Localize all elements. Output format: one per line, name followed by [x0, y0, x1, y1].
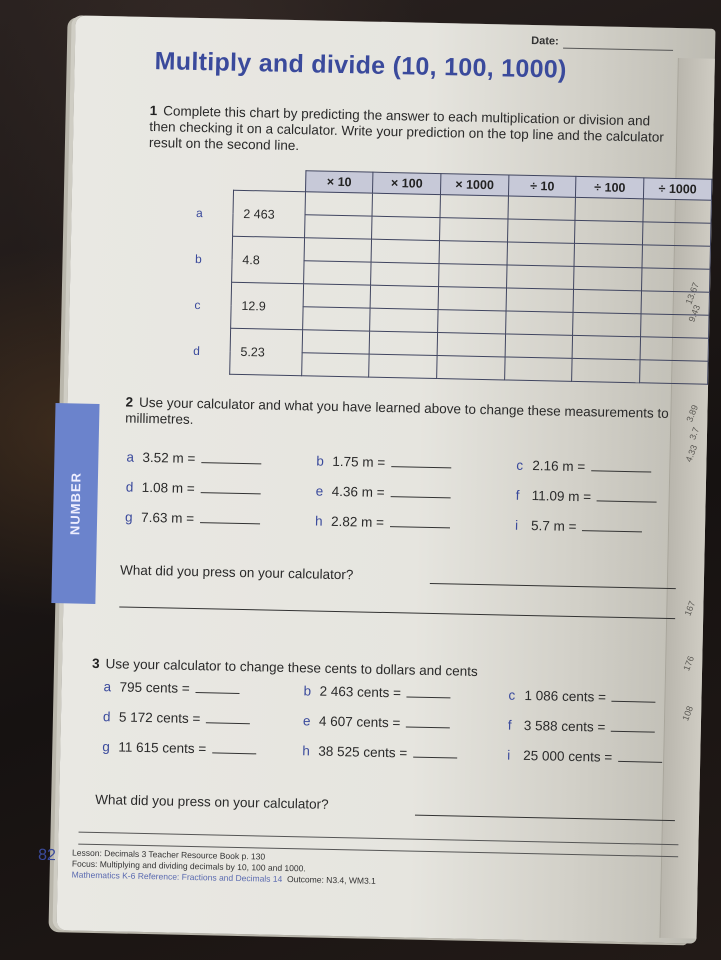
answer-blank[interactable] — [591, 458, 651, 472]
item-expression: 2.82 m = — [330, 513, 385, 530]
calculator-result-cell[interactable] — [372, 216, 440, 240]
row-value: 5.23 — [229, 328, 302, 375]
prediction-cell[interactable] — [642, 245, 710, 269]
item-expression: 25 000 cents = — [523, 747, 613, 765]
item-expression: 5.7 m = — [530, 518, 577, 534]
page-number: 82 — [37, 846, 57, 865]
answer-blank[interactable] — [582, 518, 642, 532]
column-header: × 100 — [373, 172, 441, 194]
blank-header — [233, 169, 305, 192]
question-number: 3 — [91, 655, 100, 672]
column-header: × 10 — [305, 171, 373, 193]
cents-item — [303, 712, 508, 732]
calculator-result-cell[interactable] — [304, 215, 372, 239]
column-header: × 1000 — [440, 174, 508, 196]
calculator-press-answer-line[interactable] — [415, 815, 675, 821]
answer-blank[interactable] — [391, 484, 451, 498]
item-letter: g — [124, 509, 133, 525]
section-tab — [51, 403, 99, 604]
calculator-result-cell[interactable] — [574, 266, 642, 290]
calculator-press-answer-line[interactable] — [430, 583, 676, 589]
prediction-cell[interactable] — [508, 196, 576, 220]
item-letter: d — [125, 479, 134, 495]
calculator-result-cell[interactable] — [506, 265, 574, 289]
answer-blank[interactable] — [413, 745, 457, 759]
margin-note: 3.7 — [687, 425, 702, 442]
calculator-result-cell[interactable] — [641, 314, 709, 338]
cents-item — [508, 717, 698, 737]
margin-note: 3.89 — [684, 403, 701, 424]
item-expression: 2 463 cents = — [319, 683, 402, 701]
calculator-result-cell[interactable] — [507, 219, 575, 243]
calculator-press-question: What did you press on your calculator? — [119, 562, 354, 583]
reference-info: Mathematics K-6 Reference: Fractions and Decimals 14 — [71, 869, 283, 884]
measurement-item — [316, 453, 516, 473]
prediction-cell[interactable] — [572, 335, 640, 359]
prediction-cell[interactable] — [573, 289, 641, 313]
column-header: ÷ 1000 — [643, 178, 711, 200]
item-expression: 3.52 m = — [142, 449, 196, 467]
calculator-result-cell[interactable] — [505, 311, 573, 335]
calculator-result-cell[interactable] — [575, 220, 643, 244]
item-letter: h — [314, 513, 323, 529]
answer-blank[interactable] — [618, 749, 662, 763]
calculator-result-cell[interactable] — [303, 261, 371, 285]
calculator-result-cell[interactable] — [370, 308, 438, 332]
focus-info: Focus: Multiplying and dividing decimals by 10, 100 and 1000. — [71, 858, 306, 874]
outcome-info: Outcome: N3.4, WM3.1 — [286, 874, 376, 886]
page-title: Multiply and divide (10, 100, 1000) — [154, 47, 567, 84]
cents-item — [103, 678, 303, 698]
item-letter: a — [103, 679, 112, 695]
row-value: 12.9 — [230, 282, 303, 329]
item-letter: a — [126, 449, 135, 465]
calculator-result-cell[interactable] — [640, 360, 708, 384]
section-tab-label: NUMBER — [67, 471, 84, 536]
measurement-item — [126, 449, 316, 469]
answer-blank[interactable] — [196, 680, 240, 694]
item-expression: 4 607 cents = — [318, 713, 401, 731]
margin-note: 9.43 — [686, 303, 703, 324]
answer-line[interactable] — [79, 832, 679, 846]
cents-item — [102, 738, 302, 758]
item-expression: 7.63 m = — [140, 509, 195, 526]
cents-item — [103, 708, 303, 728]
calculator-result-cell[interactable] — [301, 353, 369, 377]
prediction-cell[interactable] — [302, 330, 370, 354]
measurement-item — [125, 509, 315, 529]
answer-blank[interactable] — [406, 714, 450, 728]
answer-blank[interactable] — [200, 510, 260, 524]
item-letter: i — [507, 747, 511, 763]
margin-note: 176 — [681, 654, 697, 673]
prediction-cell[interactable] — [574, 243, 642, 267]
item-letter: g — [102, 739, 111, 755]
margin-note: 13.67 — [683, 281, 702, 306]
answer-blank[interactable] — [597, 488, 657, 502]
item-expression: 5 172 cents = — [118, 709, 201, 727]
instruction-text: Use your calculator to change these cents to dollars and cents — [105, 656, 478, 679]
question-number: 2 — [125, 394, 134, 410]
row-value: 2 463 — [232, 190, 305, 237]
prediction-cell[interactable] — [643, 199, 711, 223]
prediction-cell[interactable] — [440, 195, 508, 219]
lesson-info: Lesson: Decimals 3 Teacher Resource Book p. 130 — [72, 847, 266, 862]
item-letter: c — [516, 457, 524, 473]
prediction-cell[interactable] — [507, 242, 575, 266]
margin-note: 4.33 — [684, 443, 700, 464]
cents-item — [508, 687, 698, 707]
calculator-result-cell[interactable] — [572, 358, 640, 382]
calculator-result-cell[interactable] — [302, 307, 370, 331]
item-expression: 4.36 m = — [331, 483, 385, 500]
question-2-instruction — [125, 395, 686, 439]
instruction-text: Complete this chart by predicting the answer to each multiplication or division and then checking it on a calculator. Write your prediction on the top line and the calculator result on the second line. — [148, 103, 664, 154]
cents-item — [303, 682, 508, 702]
measurement-item — [516, 487, 706, 507]
prediction-cell[interactable] — [303, 284, 371, 308]
date-field[interactable] — [563, 48, 673, 51]
answer-blank[interactable] — [206, 710, 250, 724]
calculator-result-cell[interactable] — [573, 312, 641, 336]
prediction-cell[interactable] — [369, 331, 437, 355]
measurement-item — [516, 457, 706, 477]
prediction-cell[interactable] — [371, 239, 439, 263]
column-header: ÷ 100 — [576, 176, 644, 198]
prediction-chart — [163, 167, 712, 384]
calculator-result-cell[interactable] — [371, 262, 439, 286]
item-letter: h — [302, 743, 310, 759]
prediction-cell[interactable] — [506, 288, 574, 312]
item-letter: f — [507, 717, 512, 733]
prediction-cell[interactable] — [372, 193, 440, 217]
calculator-result-cell[interactable] — [504, 357, 572, 381]
item-letter: f — [515, 487, 520, 503]
prediction-cell[interactable] — [640, 337, 708, 361]
calculator-result-cell[interactable] — [642, 268, 710, 292]
answer-blank[interactable] — [201, 480, 261, 494]
item-letter: b — [316, 453, 325, 469]
measurement-item — [315, 513, 515, 533]
item-letter: i — [514, 517, 519, 533]
measurement-item — [515, 517, 705, 537]
answer-blank[interactable] — [612, 689, 656, 703]
margin-note: 108 — [680, 704, 696, 723]
column-header: ÷ 10 — [508, 175, 576, 197]
answer-blank[interactable] — [201, 450, 261, 464]
date-label: Date: — [531, 34, 559, 48]
row-value: 4.8 — [231, 236, 304, 283]
calculator-result-cell[interactable] — [439, 218, 507, 242]
cents-item — [507, 747, 697, 767]
calculator-result-cell[interactable] — [643, 222, 711, 246]
prediction-cell[interactable] — [305, 192, 373, 216]
instruction-text: Use your calculator and what you have learned above to change these measurements to millimetres. — [125, 394, 669, 427]
row-letter: c — [194, 297, 201, 312]
prediction-cell[interactable] — [370, 285, 438, 309]
answer-blank[interactable] — [212, 740, 256, 754]
item-expression: 38 525 cents = — [318, 743, 408, 761]
answer-blank[interactable] — [390, 514, 450, 528]
prediction-cell[interactable] — [575, 197, 643, 221]
worksheet-page — [37, 15, 715, 943]
prediction-cell[interactable] — [438, 287, 506, 311]
item-letter: b — [303, 683, 312, 699]
prediction-cell[interactable] — [439, 241, 507, 265]
question-number: 1 — [149, 102, 158, 119]
calculator-result-cell[interactable] — [439, 264, 507, 288]
calculator-result-cell[interactable] — [369, 354, 437, 378]
row-letter: a — [195, 205, 203, 220]
prediction-cell[interactable] — [437, 333, 505, 357]
item-expression: 795 cents = — [119, 679, 190, 696]
calculator-press-answer-line[interactable] — [119, 606, 675, 619]
measurement-item — [316, 483, 516, 503]
prediction-cell[interactable] — [304, 238, 372, 262]
margin-note: 167 — [682, 599, 698, 618]
item-expression: 1.08 m = — [141, 479, 195, 496]
prediction-cell[interactable] — [641, 291, 709, 315]
item-letter: e — [302, 713, 311, 729]
row-letter: d — [193, 343, 201, 358]
row-letter: b — [195, 251, 202, 266]
item-letter: c — [508, 687, 516, 703]
item-expression: 11 615 cents = — [118, 739, 207, 757]
prediction-cell[interactable] — [505, 334, 573, 358]
item-expression: 1.75 m = — [332, 453, 386, 470]
item-letter: d — [102, 709, 111, 725]
item-letter: e — [315, 483, 324, 499]
calculator-result-cell[interactable] — [437, 356, 505, 380]
answer-blank[interactable] — [391, 454, 451, 468]
question-1-instruction — [149, 103, 670, 162]
answer-blank[interactable] — [407, 684, 451, 698]
item-expression: 11.09 m = — [531, 488, 592, 505]
item-expression: 1 086 cents = — [524, 687, 607, 705]
cents-item — [302, 742, 507, 762]
item-expression: 2.16 m = — [532, 458, 586, 475]
measurement-item — [126, 479, 316, 499]
item-expression: 3 588 cents = — [523, 717, 606, 735]
answer-blank[interactable] — [611, 719, 655, 733]
calculator-press-question: What did you press on your calculator? — [95, 791, 329, 812]
measurement-items — [125, 449, 706, 537]
blank-header — [167, 168, 234, 190]
cents-items — [102, 678, 698, 766]
calculator-result-cell[interactable] — [438, 310, 506, 334]
footer-info — [72, 848, 377, 887]
